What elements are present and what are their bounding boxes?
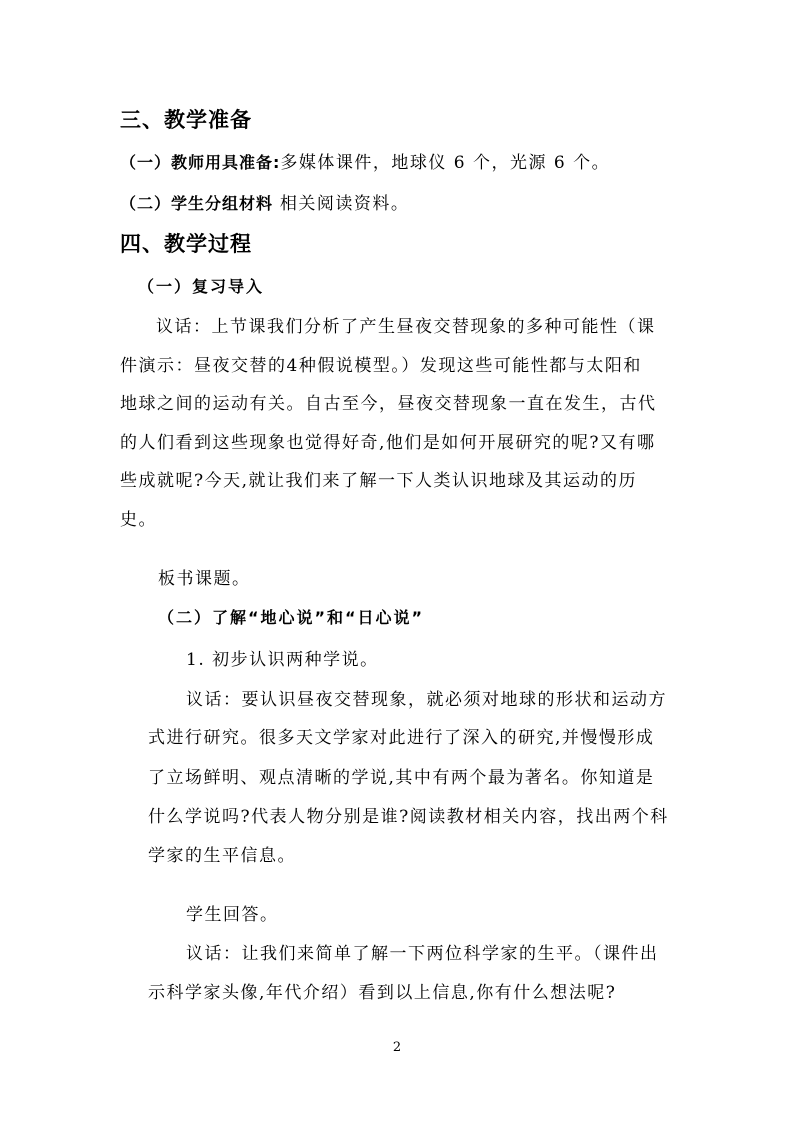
prep-item-teacher-tools-text: 多媒体课件，地球仪 6 个，光源 6 个。 bbox=[280, 153, 611, 173]
para2-line-1: 议话：要认识昼夜交替现象，就必须对地球的形状和运动方 bbox=[186, 690, 667, 710]
para3-line-2: 示科学家头像,年代介绍）看到以上信息,你有什么想法呢? bbox=[148, 983, 617, 1003]
prep-item-teacher-tools-label: （一）教师用具准备: bbox=[120, 153, 281, 172]
para3-line-1: 议话：让我们来简单了解一下两位科学家的生平。（课件出 bbox=[186, 944, 659, 964]
para2-line-2: 式进行研究。很多天文学家对此进行了深入的研究,并慢慢形成 bbox=[148, 728, 655, 748]
para1-line-2: 件演示：昼夜交替的4种假说模型。）发现这些可能性都与太阳和 bbox=[120, 356, 642, 376]
para2-line-4: 什么学说吗?代表人物分别是谁?阅读教材相关内容，找出两个科 bbox=[148, 807, 669, 827]
prep-item-student-materials bbox=[120, 189, 409, 214]
para1-line-1: 议话：上节课我们分析了产生昼夜交替现象的多种可能性（课 bbox=[156, 317, 656, 337]
para1-line-5: 些成就呢?今天,就让我们来了解一下人类认识地球及其运动的历 bbox=[120, 471, 638, 491]
para2-line-3: 了立场鲜明、观点清晰的学说,其中有两个最为著名。你知道是 bbox=[148, 768, 655, 788]
subsection-title-geocentric-heliocentric: （二）了解“地心说”和“日心说” bbox=[158, 608, 425, 627]
para2-line-5: 学家的生平信息。 bbox=[148, 846, 296, 866]
board-title-note: 板书课题。 bbox=[158, 569, 251, 589]
page-number: 2 bbox=[392, 1040, 402, 1055]
prep-item-student-materials-label: （二）学生分组材料 bbox=[120, 194, 274, 213]
prep-item-teacher-tools bbox=[120, 148, 610, 173]
subsection-title-review: （一）复习导入 bbox=[138, 277, 265, 296]
student-answer-note: 学生回答。 bbox=[186, 905, 279, 925]
para1-line-3: 地球之间的运动有关。自古至今，昼夜交替现象一直在发生，古代 bbox=[120, 394, 657, 414]
para1-line-4: 的人们看到这些现象也觉得好奇,他们是如何开展研究的呢?又有哪 bbox=[120, 433, 656, 453]
section-title-teaching-preparation: 三、教学准备 bbox=[120, 108, 252, 132]
prep-item-student-materials-text: 相关阅读资料。 bbox=[273, 194, 410, 214]
para1-line-6: 史。 bbox=[120, 510, 157, 530]
section-title-teaching-process: 四、教学过程 bbox=[120, 232, 252, 256]
step-1-heading: 1. 初步认识两种学说。 bbox=[186, 650, 379, 670]
